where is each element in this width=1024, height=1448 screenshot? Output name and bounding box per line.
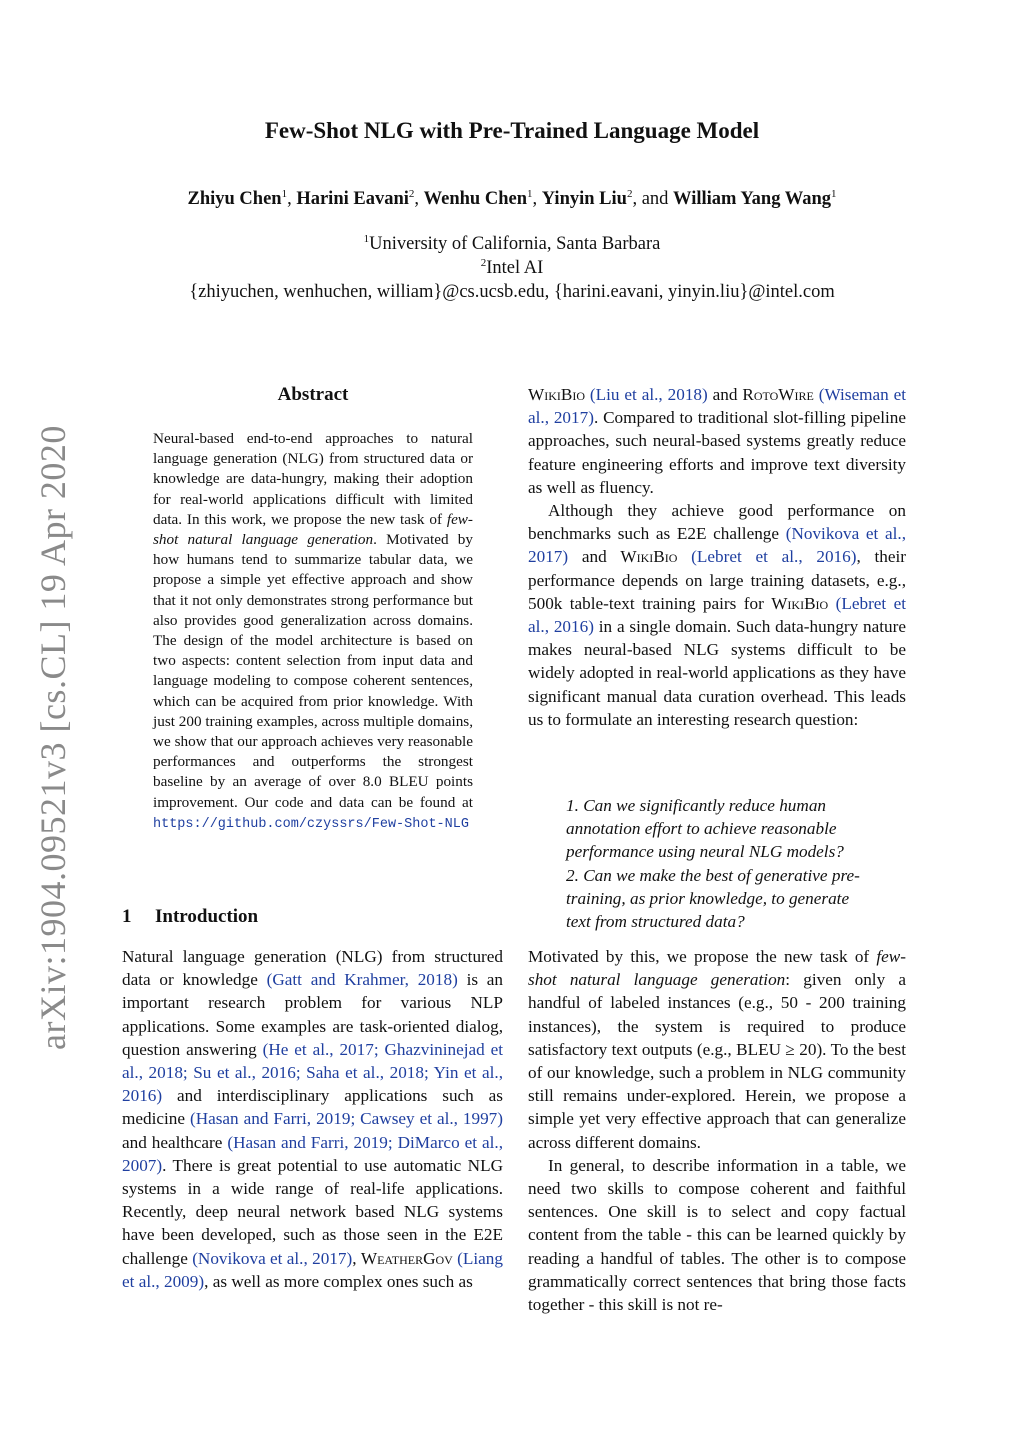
- dataset-name: WikiBio: [771, 593, 829, 613]
- affil-text: University of California, Santa Barbara: [369, 234, 661, 255]
- abstract-text: . Motivated by how humans tend to summarize tabular data, we propose a simple yet effective approach and show that it not only demonstrates strong performance but also provides good generalization across domains. The design of the model architecture is based on two aspects: content selection from input data and language modeling to compose coherent sentences, which can be acquired from prior knowledge. With just 200 training examples, across multiple domains, we show that our approach achieves very reasonable performances and outperforms the strongest baseline by an average of over 8.0 BLEU points improvement. Our code and data can be found at: [153, 531, 473, 811]
- citation[interactable]: (Hasan and Farri, 2019; Cawsey et al., 1997): [189, 1109, 504, 1129]
- citation[interactable]: (Gatt and Krahmer, 2018): [266, 970, 458, 990]
- text: : given only a handful of labeled instances (e.g., 50 - 200 training instances), the system is required to produce satisfactory text outputs (e.g., BLEU ≥ 20). To the best of our knowledge, such a problem in NLG community still remains under-explored. Herein, we propose a simple yet very effective approach that can generalize across different domains.: [528, 970, 906, 1152]
- citation[interactable]: (Liu et al., 2018): [589, 385, 708, 404]
- text: , as well as more complex ones such as: [204, 1271, 473, 1291]
- author-affil-mark: 1: [831, 188, 837, 200]
- text: [677, 547, 691, 566]
- text: in a single domain. Such data-hungry nature makes neural-based NLG systems difficult to be widely adopted in real-world applications as they have significant manual data curation overhead. This leads us to formulate an interesting research question:: [528, 617, 906, 729]
- author-name: William Yang Wang: [673, 189, 832, 210]
- affiliation-1: [0, 233, 1024, 255]
- text: and: [568, 547, 621, 567]
- author-affil-mark: 1: [281, 188, 288, 200]
- paragraph: [528, 499, 906, 731]
- research-questions: [566, 794, 871, 933]
- paragraph: [528, 945, 906, 1154]
- citation[interactable]: (Novikova et al., 2017): [528, 524, 906, 567]
- author-sep: ,: [414, 189, 424, 210]
- author-and: , and: [632, 189, 674, 210]
- author-name: Wenhu Chen: [423, 189, 527, 210]
- citation[interactable]: (Lebret et al., 2016): [528, 593, 907, 637]
- affil-text: Intel AI: [486, 258, 544, 279]
- abstract-body: [153, 429, 473, 835]
- author-affil-mark: 1: [527, 188, 533, 200]
- abstract-task-italic: few-shot natural language generation: [153, 510, 473, 549]
- author-affil-mark: 2: [408, 188, 415, 200]
- text: is an important research problem for various NLP applications. Some examples are task-oriented dialog, question answering: [122, 970, 504, 1059]
- dataset-name: WikiBio: [620, 547, 678, 567]
- text: Motivated by this, we propose the new task of: [528, 947, 877, 966]
- text: Natural language generation (NLG) from structured data or knowledge: [122, 947, 503, 990]
- author-name: Zhiyu Chen: [187, 189, 282, 210]
- text: . There is great potential to use automatic NLG systems in a wide range of real-life applications. Recently, deep neural network based NLG systems have been developed, such as those seen in the E2E challenge: [122, 1155, 503, 1268]
- section-heading: [122, 906, 258, 928]
- research-question: 1. Can we significantly reduce human annotation effort to achieve reasonable performance using neural NLG models?: [566, 796, 844, 862]
- author-sep: ,: [532, 189, 542, 210]
- citation[interactable]: (He et al., 2017; Ghazvininejad et al., 2018; Su et al., 2016; Saha et al., 2018; Yin et al., 2016): [122, 1039, 503, 1106]
- text: . Compared to traditional slot-filling pipeline approaches, such neural-based systems greatly reduce feature engineering efforts and improve text diversity as well as fluency.: [528, 408, 906, 497]
- section-number: 1: [122, 906, 132, 927]
- task-italic: few-shot natural language generation: [528, 947, 906, 990]
- dataset-name: WikiBio: [528, 385, 586, 404]
- dataset-name: RotoWire: [742, 385, 814, 404]
- paper-title: Few-Shot NLG with Pre-Trained Language Model: [264, 118, 760, 143]
- citation[interactable]: (Wiseman et al., 2017): [528, 385, 906, 428]
- citation[interactable]: (Liang et al., 2009): [122, 1248, 503, 1291]
- text: and: [707, 385, 743, 404]
- citation[interactable]: (Novikova et al., 2017): [192, 1248, 353, 1268]
- author-name: Harini Eavani: [296, 189, 409, 210]
- research-question: 2. Can we make the best of generative pre-training, as prior knowledge, to generate text from structured data?: [566, 865, 860, 932]
- affil-mark: 1: [363, 233, 370, 245]
- author-sep: ,: [287, 189, 297, 210]
- text: [828, 594, 835, 613]
- text: and healthcare: [122, 1132, 228, 1152]
- abstract-text: Neural-based end-to-end approaches to natural language generation (NLG) from structured data or knowledge are data-hungry, making their adoption for real-world applications difficult with limited data. In this work, we propose the new task of: [153, 430, 473, 528]
- text: and interdisciplinary applications such as medicine: [122, 1086, 503, 1129]
- paragraph: [528, 383, 906, 499]
- intro-right-column-top: [528, 383, 906, 731]
- affil-mark: 2: [480, 257, 487, 269]
- section-title: Introduction: [155, 906, 259, 927]
- citation[interactable]: (Lebret et al., 2016): [691, 547, 857, 567]
- author-affil-mark: 2: [626, 188, 633, 200]
- intro-left-column: [122, 945, 503, 1293]
- dataset-name: WeatherGov: [360, 1248, 453, 1268]
- abstract-heading: Abstract: [277, 384, 349, 405]
- code-link[interactable]: https://github.com/czyssrs/Few-Shot-NLG: [153, 816, 469, 832]
- text: Although they achieve good performance on benchmarks such as E2E challenge: [528, 501, 906, 544]
- affiliation-2: [0, 257, 1024, 279]
- author-emails: {zhiyuchen, wenhuchen, william}@cs.ucsb.edu, {harini.eavani, yinyin.liu}@intel.com: [189, 282, 835, 302]
- intro-right-column-bottom: [528, 945, 906, 1316]
- citation[interactable]: (Hasan and Farri, 2019; DiMarco et al., 2007): [122, 1132, 504, 1175]
- author-list: [0, 188, 1024, 210]
- paragraph: [122, 945, 503, 1293]
- text: , their performance depends on large training datasets, e.g., 500k table-text training pairs for: [528, 547, 907, 613]
- paragraph: In general, to describe information in a table, we need two skills to compose coherent and faithful sentences. One skill is to select and copy factual content from the table - this can be learned quickly by reading a handful of tables. The other is to compose grammatically correct sentences that bring those facts together - this skill is not re-: [528, 1155, 906, 1315]
- text: ,: [352, 1248, 361, 1268]
- author-name: Yinyin Liu: [541, 189, 627, 210]
- arxiv-stamp: arXiv:1904.09521v3 [cs.CL] 19 Apr 2020: [33, 425, 73, 1050]
